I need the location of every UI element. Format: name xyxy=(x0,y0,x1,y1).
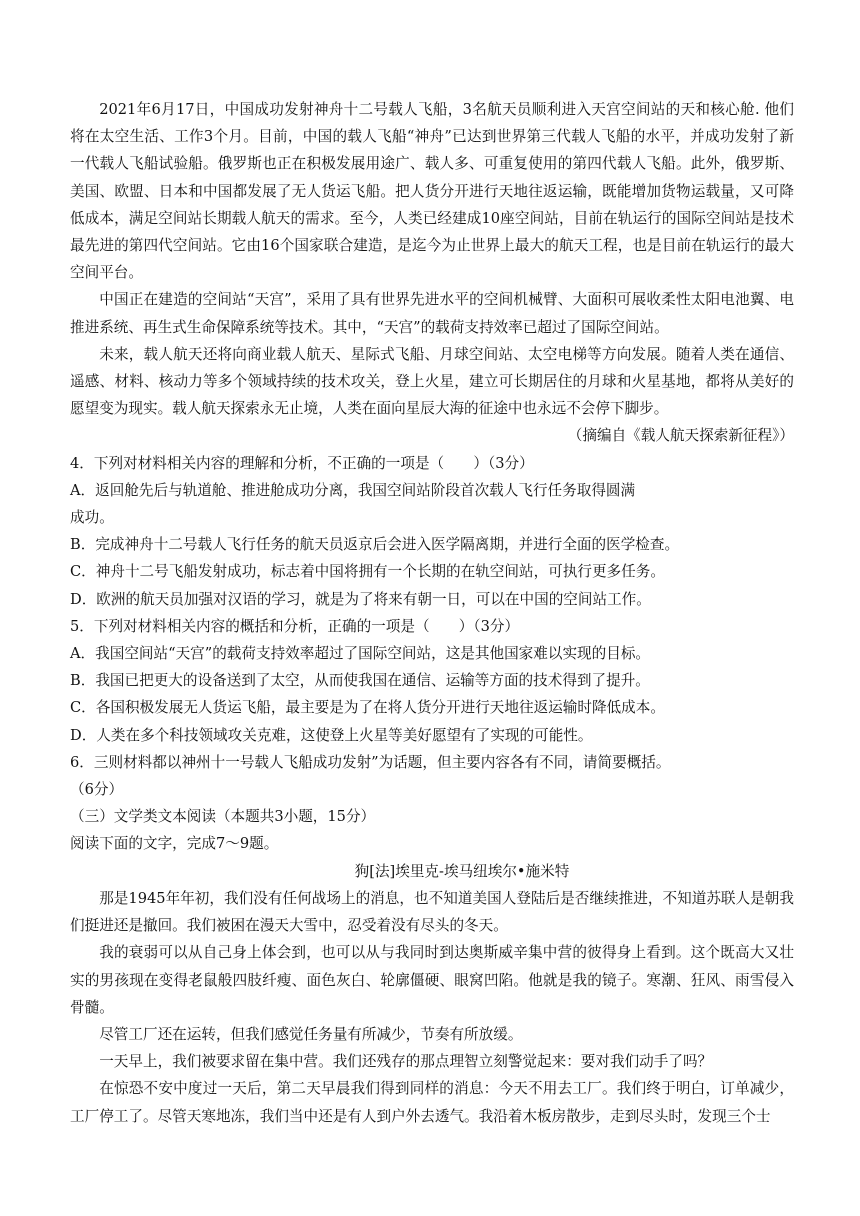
question-5-option-c: C．各国积极发展无人货运飞船，最主要是为了在将人货分开进行天地往返运输时降低成本。 xyxy=(70,699,665,717)
section-3-instruction: 阅读下面的文字，完成7～9题。 xyxy=(70,835,279,853)
material-paragraph-2: 中国正在建造的空间站“天宫”，采用了具有世界先进水平的空间机械臂、大面积可展收柔性太阳电池翼、电推进系统、再生式生命保障系统等技术。其中，“天宫”的载荷支持效率已超过了国际空间站。 xyxy=(70,291,794,336)
story-paragraph-2: 我的衰弱可以从自己身上体会到，也可以从与我同时到达奥斯威辛集中营的彼得身上看到。这个既高大又壮实的男孩现在变得老鼠般四肢纤瘦、面色灰白、轮廓僵硬、眼窝凹陷。他就是我的镜子。寒潮、狂风、雨雪侵入骨髓。 xyxy=(70,944,794,1016)
story-paragraph-5: 在惊恐不安中度过一天后，第二天早晨我们得到同样的消息：今天不用去工厂。我们终于明白，订单减少，工厂停工了。尽管天寒地冻，我们当中还是有人到户外去透气。我沿着木板房散步，走到尽头时，发现三个士 xyxy=(70,1080,794,1125)
question-4-option-a: A．返回舱先后与轨道舱、推进舱成功分离，我国空间站阶段首次载人飞行任务取得圆满 xyxy=(70,481,636,499)
question-5-option-b: B．我国已把更大的设备送到了太空，从而使我国在通信、运输等方面的技术得到了提升。 xyxy=(70,672,650,690)
question-4-stem: 4．下列对材料相关内容的理解和分析，不正确的一项是（ ）（3分） xyxy=(70,454,534,472)
question-6-score: （6分） xyxy=(70,781,124,799)
document-page xyxy=(70,96,794,1130)
story-paragraph-3: 尽管工厂还在运转，但我们感觉任务量有所减少，节奏有所放缓。 xyxy=(99,1025,523,1043)
material-paragraph-3: 未来，载人航天还将向商业载人航天、星际式飞船、月球空间站、太空电梯等方向发展。随着人类在通信、遥感、材料、核动力等多个领域持续的技术攻关，登上火星，建立可长期居住的月球和火星基地，都将从美好的愿望变为现实。载人航天探索永无止境，人类在面向星辰大海的征途中也永远不会停下脚步。 xyxy=(70,345,794,418)
question-5-option-a: A．我国空间站“天宫”的载荷支持效率超过了国际空间站，这是其他国家难以实现的目标。 xyxy=(70,645,651,663)
material-paragraph-1: 2021年6月17日，中国成功发射神舟十二号载人飞船，3名航天员顺利进入天宫空间站的天和核心舱. 他们将在太空生活、工作3个月。目前，中国的载人飞船“神舟”已达到世界第三代载人飞船的水平，并成功发射了新一代载人飞船试验船。俄罗斯也正在积极发展用途广、载人多、可重复使用的第四代载人飞船。此外，俄罗斯、美国、欧盟、日本和中国都发展了无人货运飞船。把人货分开进行天地往返运输，既能增加货物运载量，又可降低成本，满足空间站长期载人航天的需求。至今，人类已经建成10座空间站，目前在轨运行的国际空间站是技术最先进的第四代空间站。它由16个国家联合建造，是迄今为止世界上最大的航天工程，也是目前在轨运行的最大空间平台。 xyxy=(70,101,794,282)
story-title: 狗[法]埃里克-埃马纽埃尔•施米特 xyxy=(354,862,570,880)
question-5-option-d: D．人类在多个科技领域攻关克难，这使登上火星等美好愿望有了实现的可能性。 xyxy=(70,726,593,744)
question-4-option-c: C．神舟十二号飞船发射成功，标志着中国将拥有一个长期的在轨空间站，可执行更多任务。 xyxy=(70,563,665,581)
question-4-option-b: B．完成神舟十二号载人飞行任务的航天员返京后会进入医学隔离期，并进行全面的医学检查。 xyxy=(70,536,680,554)
question-4-option-d: D．欧洲的航天员加强对汉语的学习，就是为了将来有朝一日，可以在中国的空间站工作。 xyxy=(70,590,651,608)
story-paragraph-1: 那是1945年年初，我们没有任何战场上的消息，也不知道美国人登陆后是否继续推进，不知道苏联人是朝我们挺进还是撤回。我们被困在漫天大雪中，忍受着没有尽头的冬天。 xyxy=(70,889,794,935)
question-6-stem: 6．三则材料都以神州十一号载人飞船成功发射”为话题，但主要内容各有不同，请简要概括。 xyxy=(70,753,671,771)
question-5-stem: 5．下列对材料相关内容的概括和分析，正确的一项是（ ）（3分） xyxy=(70,617,520,635)
question-4-option-a-cont: 成功。 xyxy=(70,509,114,527)
story-paragraph-4: 一天早上，我们被要求留在集中营。我们还残存的那点理智立刻警觉起来：要对我们动手了吗？ xyxy=(99,1053,713,1071)
section-3-heading: （三）文学类文本阅读（本题共3小题，15分） xyxy=(70,808,376,826)
material-source: （摘编自《载人航天探索新征程》） xyxy=(567,427,794,445)
